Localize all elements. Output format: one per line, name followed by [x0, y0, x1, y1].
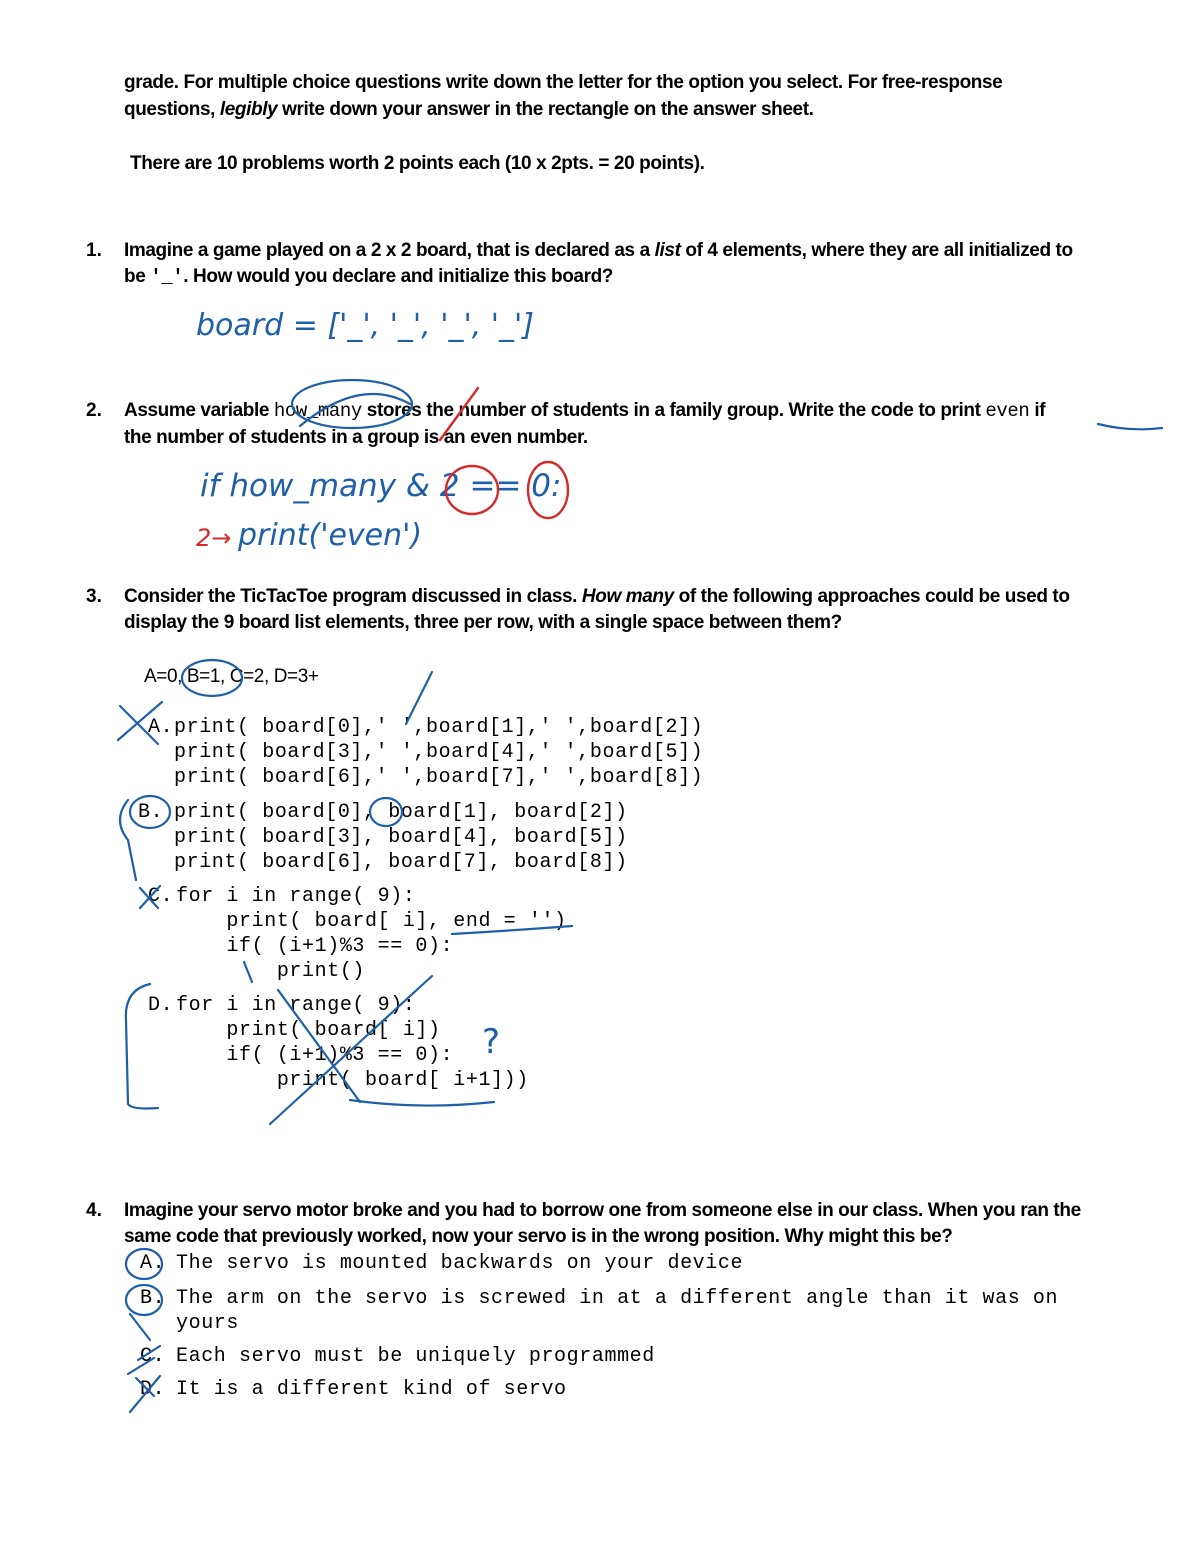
- question-number: 4.: [86, 1200, 102, 1221]
- q4-option-a: The servo is mounted backwards on your device: [176, 1252, 744, 1275]
- q1-line-2: [124, 266, 613, 288]
- points-summary: There are 10 problems worth 2 points each (10 x 2pts. = 20 points).: [130, 153, 705, 174]
- q1-handwritten-answer: board = ['_', '_', '_', '_']: [196, 308, 534, 343]
- question-number: 1.: [86, 240, 102, 261]
- q2-even-underline: [1098, 424, 1162, 429]
- q4-option-c: Each servo must be uniquely programmed: [176, 1345, 655, 1368]
- q1-emphasis: list: [654, 240, 681, 261]
- q2-line-2: the number of students in a group is an even number.: [124, 427, 588, 448]
- q2-handwritten-line-2: print('even'): [238, 518, 423, 553]
- q4-option-label-b: B.: [140, 1287, 166, 1310]
- q4-option-b-cont: yours: [176, 1312, 240, 1335]
- code-line: for i in range( 9):: [176, 994, 416, 1017]
- question-number: 3.: [86, 586, 102, 607]
- q3-text: Consider the TicTacToe program discussed in class.: [124, 586, 582, 607]
- q2-line-1: [124, 400, 1045, 422]
- q3-option-label-b: B.: [138, 801, 164, 824]
- q3-emphasis: How many: [581, 586, 674, 607]
- q3-option-d-underline: [350, 1100, 494, 1106]
- code-line: print( board[ i+1])): [176, 1069, 529, 1092]
- code-line: if( (i+1)%3 == 0):: [176, 935, 454, 958]
- q3-handwritten-question-mark: ?: [482, 1022, 501, 1062]
- code-line: print( board[3], board[4], board[5]): [174, 826, 628, 849]
- q2-grader-indent-mark: 2→: [196, 524, 232, 552]
- q3-option-label-a: A.: [148, 716, 174, 739]
- q4-line-1: Imagine your servo motor broke and you had to borrow one from someone else in our class. When you ran the: [124, 1200, 1081, 1221]
- q3-option-b-bracket: [120, 800, 136, 880]
- intro-line-2: [124, 99, 814, 121]
- q2-code: how_many: [273, 400, 362, 422]
- q4-mark: [130, 1314, 150, 1340]
- q1-text: be: [124, 266, 151, 287]
- q4-option-label-d: D.: [140, 1378, 166, 1401]
- code-line: for i in range( 9):: [176, 885, 416, 908]
- q3-text: of the following approaches could be used to: [673, 586, 1070, 607]
- q2-text: stores the number of students in a family group. Write the code to print: [361, 400, 986, 421]
- intro-text: write down your answer in the rectangle on the answer sheet.: [277, 99, 814, 120]
- q3-line-2: display the 9 board list elements, three per row, with a single space between them?: [124, 612, 842, 633]
- q4-option-d: It is a different kind of servo: [176, 1378, 567, 1401]
- code-line: print( board[0], board[1], board[2]): [174, 801, 628, 824]
- q3-option-label-d: D.: [148, 994, 174, 1017]
- q4-line-2: same code that previously worked, now your servo is in the wrong position. Why might this be?: [124, 1226, 953, 1247]
- q1-text: . How would you declare and initialize this board?: [183, 266, 614, 287]
- q1-line-1: [124, 240, 1073, 262]
- q2-code: even: [985, 400, 1030, 422]
- q4-option-label-c: C.: [140, 1345, 166, 1368]
- code-line: print( board[6],' ',board[7],' ',board[8]): [174, 766, 704, 789]
- q4-option-label-a: A.: [140, 1252, 166, 1275]
- intro-text: questions,: [124, 99, 220, 120]
- q4-option-b: The arm on the servo is screwed in at a different angle than it was on: [176, 1287, 1059, 1310]
- code-line: print( board[ i], end = ''): [176, 910, 567, 933]
- q2-text: Assume variable: [124, 400, 274, 421]
- q1-code: '_': [150, 266, 184, 288]
- question-number: 2.: [86, 400, 102, 421]
- q3-option-label-c: C.: [148, 885, 174, 908]
- q3-line-1: [124, 586, 1070, 608]
- intro-line-1: grade. For multiple choice questions write down the letter for the option you select. For free-response: [124, 72, 1003, 93]
- q2-handwritten-line-1: if how_many & 2 == 0:: [200, 468, 562, 504]
- code-line: print( board[6], board[7], board[8]): [174, 851, 628, 874]
- q2-text: if: [1029, 400, 1046, 421]
- intro-emphasis: legibly: [219, 99, 278, 120]
- code-line: print( board[3],' ',board[4],' ',board[5]): [174, 741, 704, 764]
- q1-text: Imagine a game played on a 2 x 2 board, that is declared as a: [124, 240, 655, 261]
- q3-answer-key: A=0, B=1, C=2, D=3+: [144, 666, 319, 687]
- code-line: print( board[0],' ',board[1],' ',board[2]): [174, 716, 704, 739]
- q1-text: of 4 elements, where they are all initialized to: [680, 240, 1073, 261]
- code-line: print(): [176, 960, 366, 983]
- code-line: if( (i+1)%3 == 0):: [176, 1044, 454, 1067]
- code-line: print( board[ i]): [176, 1019, 441, 1042]
